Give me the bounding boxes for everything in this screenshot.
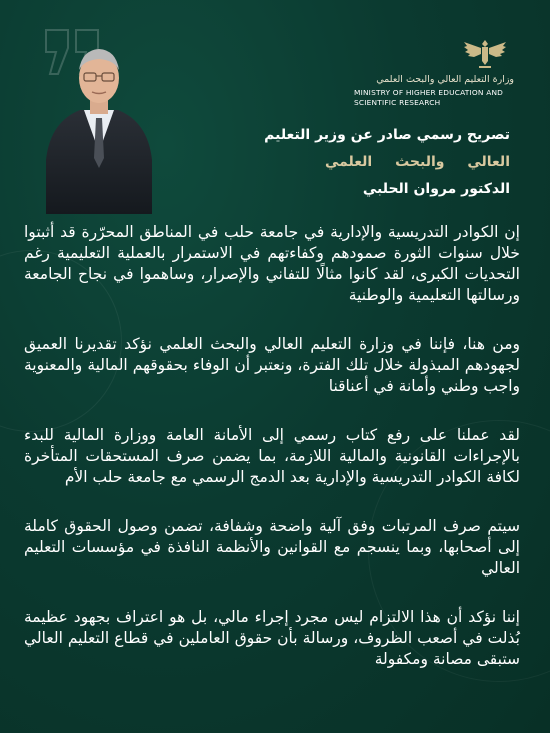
statement-headline — [190, 122, 510, 202]
ministry-name-english — [354, 88, 514, 108]
paragraph: لقد عملنا على رفع كتاب رسمي إلى الأمانة العامة ووزارة المالية للبدء بالإجراءات القانونية والمالية اللازمة، بما يضمن صرف المستحقات المتأخرة لكافة الكوادر التدريسية والإدارية بعد الدمج الرسمي مع جامعة حلب الأم — [24, 426, 520, 486]
ministry-name-arabic: وزارة التعليم العالي والبحث العلمي — [376, 74, 514, 85]
paragraph: إننا نؤكد أن هذا الالتزام ليس مجرد إجراء مالي، بل هو اعتراف بجهود عظيمة بُذلت في أصعب الظروف، ورسالة بأن حقوق العاملين في قطاع التعليم العالي ستبقى مصانة ومكفولة — [24, 608, 520, 668]
headline-line1: تصريح رسمي صادر عن وزير التعليم — [264, 127, 510, 143]
paragraph: إن الكوادر التدريسية والإدارية في جامعة حلب في المناطق المحرّرة قد أثبتوا خلال سنوات الثورة صمودهم وكفاءتهم في الاستمرار بالعملية التعليمية رغم التحديات الكبرى، لقد كانوا مثالًا للتفاني والإصرار، وساهموا في نجاح الجامعة ورسالتها التعليمية والوطنية — [24, 223, 520, 304]
paragraph: ومن هنا، فإننا في وزارة التعليم العالي والبحث العلمي نؤكد تقديرنا العميق لجهودهم المبذولة خلال تلك الفترة، ونعتبر أن الوفاء بحقوقهم المالية والمعنوية واجب وطني وأمانة في أعناقنا — [24, 335, 520, 395]
minister-portrait — [40, 40, 158, 214]
statement-body — [24, 222, 520, 698]
headline-line3: الدكتور مروان الحلبي — [362, 181, 510, 197]
eagle-emblem-icon — [462, 36, 508, 72]
ministry-name-english-line1: MINISTRY OF HIGHER EDUCATION AND — [354, 88, 504, 97]
headline-line2: العالي والبحث العلمي — [325, 154, 510, 170]
paragraph: سيتم صرف المرتبات وفق آلية واضحة وشفافة، تضمن وصول الحقوق كاملة إلى أصحابها، وبما ينسجم مع القوانين والأنظمة النافذة في مؤسسات التعليم العالي — [24, 517, 520, 577]
ministry-name-english-line2: SCIENTIFIC RESEARCH — [354, 98, 441, 107]
